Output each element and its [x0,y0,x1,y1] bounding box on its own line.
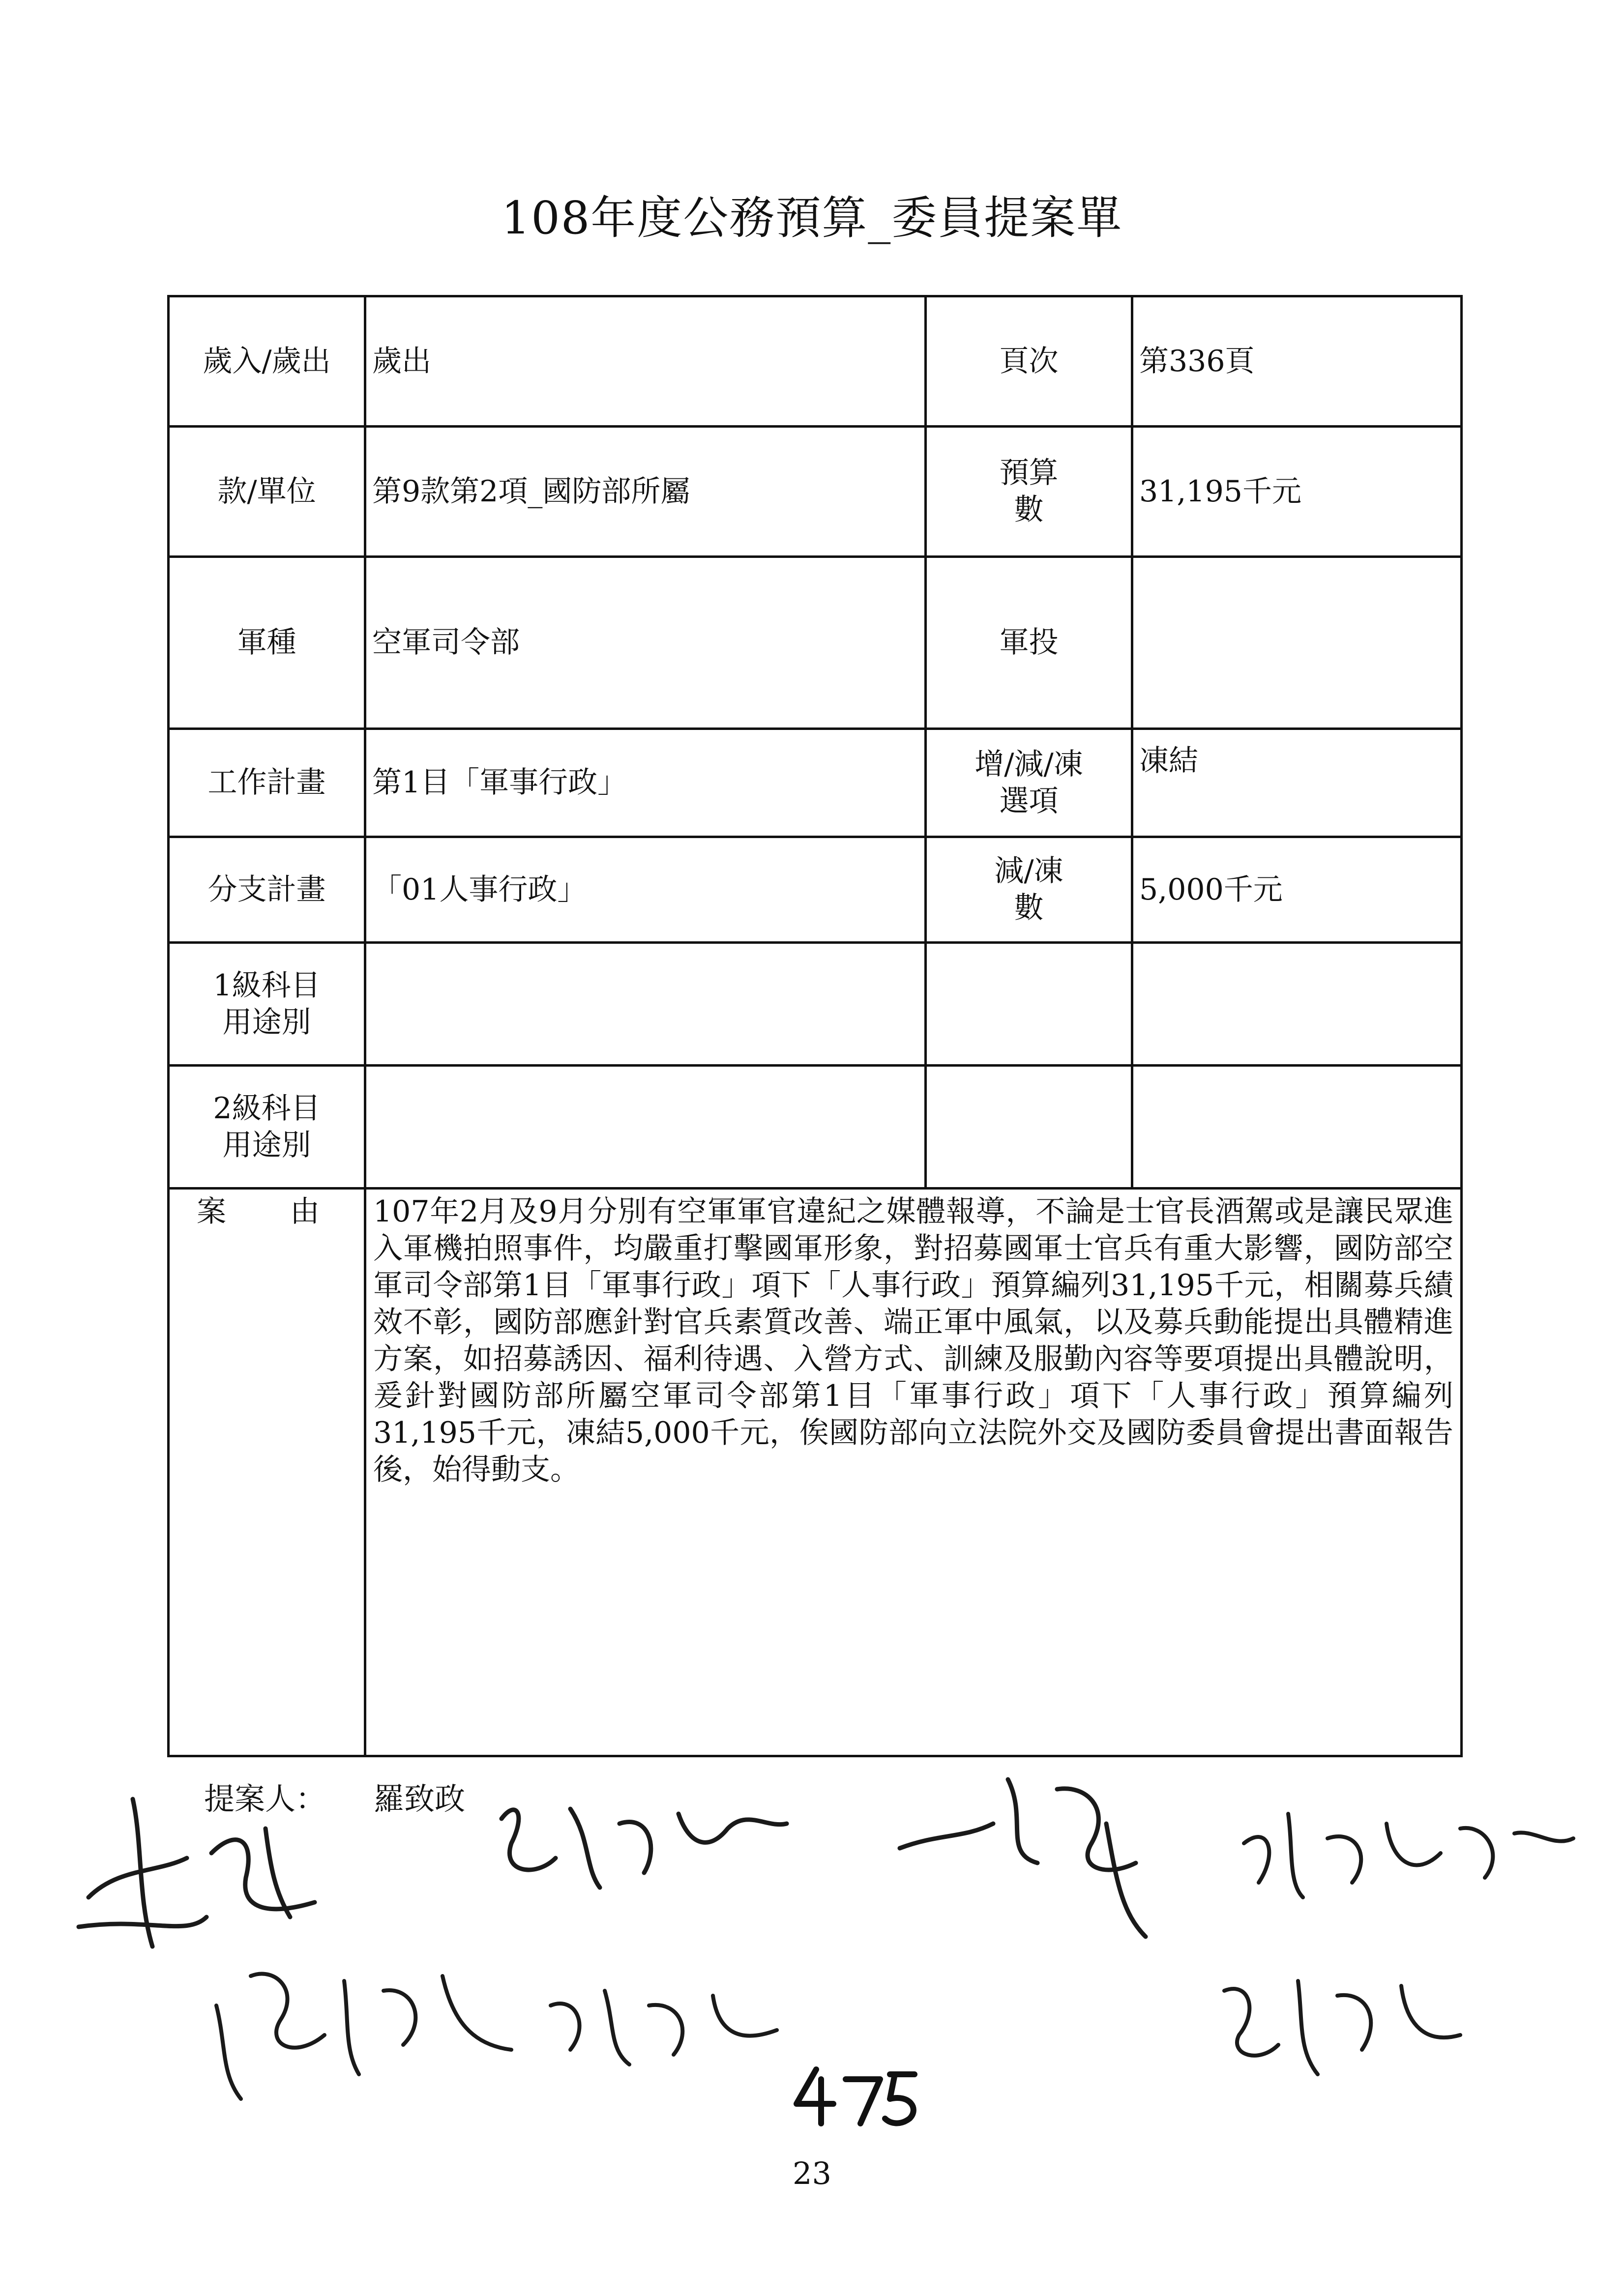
budget-label-line2: 數 [1014,493,1044,527]
military-invest-label: 軍投 [926,557,1132,729]
level2-label [169,1066,365,1189]
level2-label-line2: 用途別 [222,1128,311,1163]
option-label [926,729,1132,837]
section-unit-value: 第9款第2項_國防部所屬 [365,427,926,557]
level1-value [365,943,926,1066]
level1-cell4 [1132,943,1462,1066]
budget-label-line1: 預算 [999,456,1059,490]
level2-cell4 [1132,1066,1462,1189]
reduce-freeze-label [926,837,1132,943]
level1-label-line1: 1級科目 [213,968,321,1003]
signature-2 [472,1770,816,1917]
section-unit-label: 款/單位 [169,427,365,557]
proposer-label: 提案人： [204,1781,326,1817]
signature-6 [531,1956,806,2084]
level1-cell3 [926,943,1132,1066]
sub-plan-value: 「01人事行政」 [365,837,926,943]
military-invest-value [1132,557,1462,729]
budget-value: 31,195千元 [1132,427,1462,557]
reason-label-a: 案 [197,1194,226,1229]
page-value: 第336頁 [1132,296,1462,427]
signature-4 [1229,1784,1583,1912]
income-expense-value: 歲出 [365,296,926,427]
reason-label [169,1189,365,1756]
level2-label-line1: 2級科目 [213,1091,321,1126]
work-plan-value: 第1目「軍事行政」 [365,729,926,837]
form-title: 108年度公務預算_委員提案單 [501,192,1123,244]
reason-text: 107年2月及9月分別有空軍軍官違紀之媒體報導，不論是士官長酒駕或是讓民眾進入軍機拍照事件，均嚴重打擊國軍形象，對招募國軍士官兵有重大影響，國防部空軍司令部第1目「軍事行政」項下「人事行政」預算編列31,195千元，相關募兵績效不彰，國防部應針對官兵素質改善、端正軍中風氣，以及募兵動能提出具體精進方案，如招募誘因、福利待遇、入營方式、訓練及服勤內容等要項提出具體說明，爰針對國防部所屬空軍司令部第1目「軍事行政」項下「人事行政」預算編列31,195千元，凍結5,000千元，俟國防部向立法院外交及國防委員會提出書面報告後，始得動支。 [365,1189,1462,1756]
level1-label-line2: 用途別 [222,1005,311,1040]
branch-label: 軍種 [169,557,365,729]
reduce-freeze-value: 5,000千元 [1132,837,1462,943]
reduce-freeze-label-line2: 數 [1014,891,1044,925]
level2-cell3 [926,1066,1132,1189]
branch-value: 空軍司令部 [365,557,926,729]
signature-5 [197,1937,541,2114]
sub-plan-label: 分支計畫 [169,837,365,943]
level2-value [365,1066,926,1189]
income-expense-label: 歲入/歲出 [169,296,365,427]
handwritten-number-475 [787,2060,924,2128]
page-number: 23 [793,2155,831,2191]
signature-7 [1205,1947,1480,2094]
reduce-freeze-label-line1: 減/凍 [994,854,1063,888]
level1-label [169,943,365,1066]
page-label: 頁次 [926,296,1132,427]
signature-3 [880,1750,1175,1956]
proposer-name: 羅致政 [374,1781,466,1817]
work-plan-label: 工作計畫 [169,729,365,837]
option-value: 凍結 [1132,729,1462,837]
option-label-line2: 選項 [999,784,1059,818]
option-label-line1: 增/減/凍 [974,747,1083,782]
reason-label-b: 由 [290,1194,320,1229]
proposal-form-table [167,295,1463,1757]
budget-label [926,427,1132,557]
